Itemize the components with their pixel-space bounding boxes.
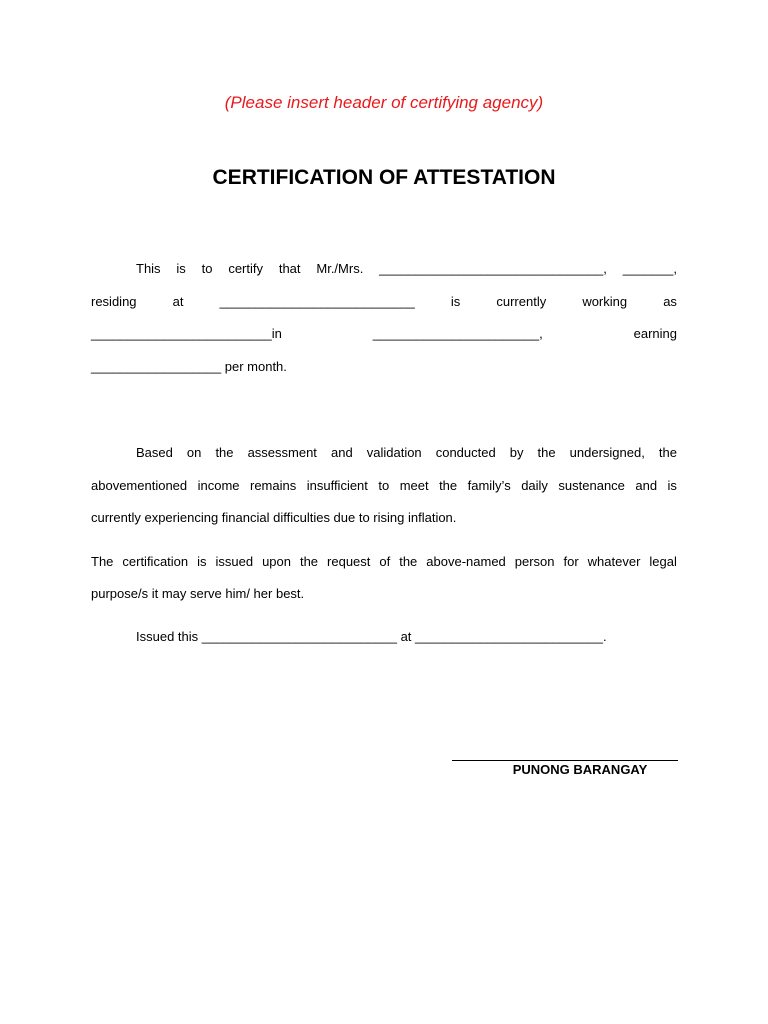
word: _________________________in	[91, 326, 282, 341]
word: Based	[136, 445, 173, 460]
word: on	[186, 445, 202, 460]
word: conducted	[435, 445, 496, 460]
word: currently	[496, 294, 547, 309]
paragraph-3-line-1	[91, 553, 677, 571]
word: The	[91, 554, 114, 569]
word: abovementioned	[91, 478, 188, 493]
word: income	[197, 478, 240, 493]
word: at	[172, 294, 184, 309]
word: remains	[250, 478, 297, 493]
word: family’s	[467, 478, 511, 493]
word: meet	[399, 478, 429, 493]
word: the	[439, 478, 458, 493]
word: certify	[228, 261, 263, 276]
word: to	[378, 478, 390, 493]
word: whatever	[587, 554, 641, 569]
paragraph-3-line-2: purpose/s it may serve him/ her best.	[91, 586, 305, 601]
word: _______________________,	[372, 326, 543, 341]
word: for	[563, 554, 579, 569]
paragraph-2-line-3: currently experiencing financial difficulties due to rising inflation.	[91, 510, 457, 525]
paragraph-1-line-3	[91, 325, 677, 343]
word: assessment	[247, 445, 317, 460]
word: above-named	[426, 554, 506, 569]
paragraph-1-line-1	[91, 260, 677, 278]
paragraph-1-line-4: __________________ per month.	[91, 359, 287, 374]
word: validation	[366, 445, 422, 460]
word: sustenance	[558, 478, 625, 493]
word: the	[658, 445, 677, 460]
word: person	[514, 554, 555, 569]
word: _______,	[622, 261, 677, 276]
word: by	[509, 445, 524, 460]
word: the	[299, 554, 319, 569]
paragraph-1-line-2	[91, 293, 677, 311]
word: legal	[649, 554, 677, 569]
word: ___________________________	[219, 294, 415, 309]
word: of	[379, 554, 391, 569]
word: and	[635, 478, 658, 493]
word: certification	[122, 554, 189, 569]
word: is	[450, 294, 461, 309]
word: working	[582, 294, 628, 309]
word: to	[201, 261, 213, 276]
word: is	[667, 478, 677, 493]
word: that	[278, 261, 301, 276]
word: Mr./Mrs.	[316, 261, 364, 276]
word: _______________________________,	[379, 261, 607, 276]
issued-line: Issued this ___________________________ at __________________________.	[136, 629, 607, 644]
word: undersigned,	[569, 445, 645, 460]
agency-header-placeholder: (Please insert header of certifying agency)	[224, 93, 544, 112]
word: as	[663, 294, 677, 309]
word: the	[215, 445, 234, 460]
word: This	[136, 261, 161, 276]
word: residing	[91, 294, 137, 309]
paragraph-2-line-2	[91, 477, 677, 495]
word: the	[399, 554, 418, 569]
word: earning	[633, 326, 677, 341]
word: the	[537, 445, 556, 460]
word: issued	[215, 554, 254, 569]
word: and	[330, 445, 353, 460]
document-title: CERTIFICATION OF ATTESTATION	[212, 166, 556, 189]
paragraph-2-line-1	[91, 444, 677, 462]
word: request	[327, 554, 371, 569]
signature-label: PUNONG BARANGAY	[512, 762, 648, 777]
word: insufficient	[306, 478, 368, 493]
word: is	[197, 554, 207, 569]
word: is	[176, 261, 186, 276]
word: daily	[521, 478, 548, 493]
word: upon	[262, 554, 291, 569]
